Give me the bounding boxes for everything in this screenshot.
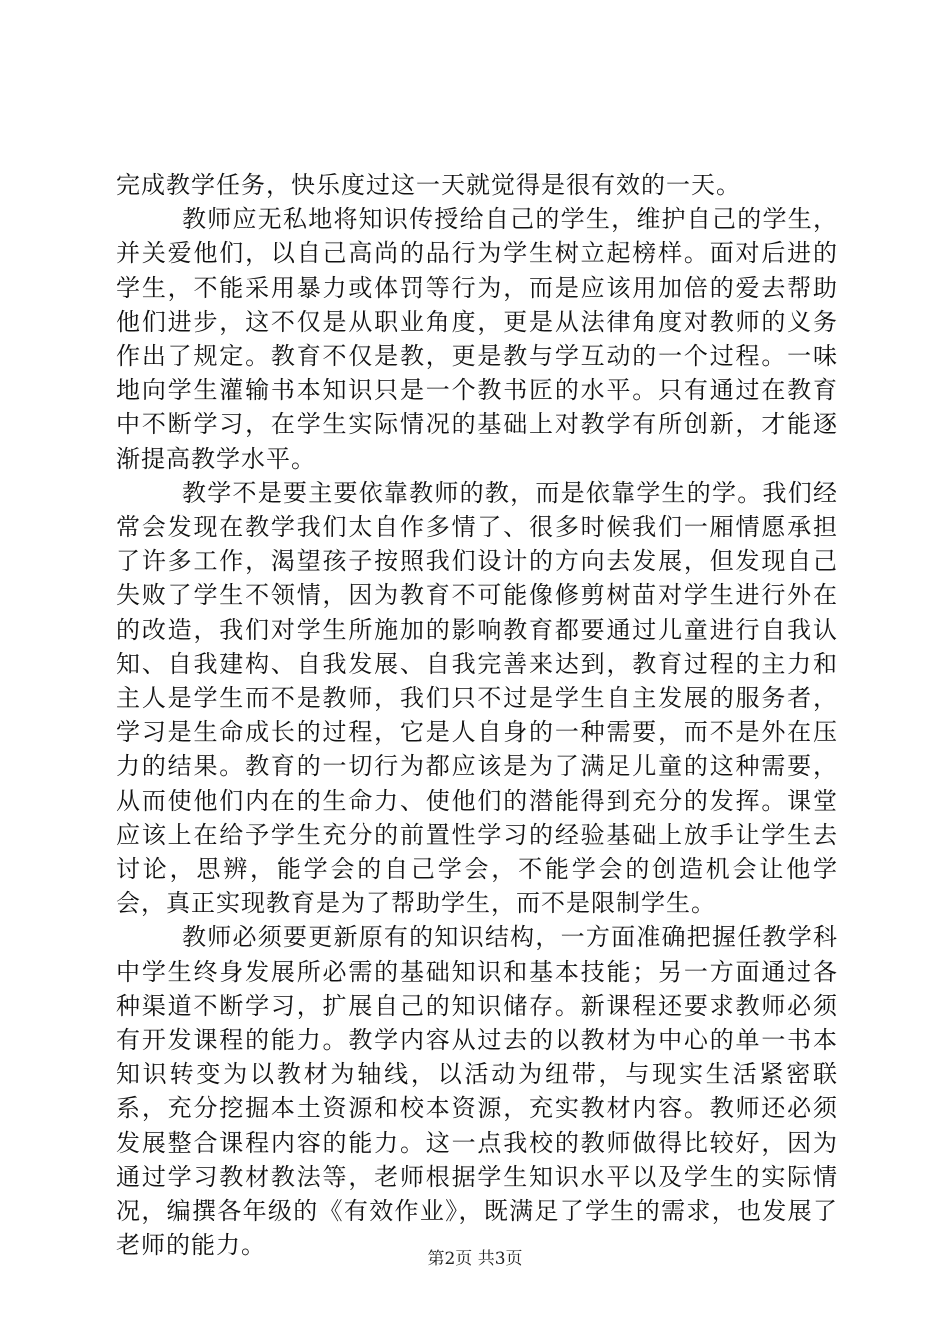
paragraph-continuation: 完成教学任务，快乐度过这一天就觉得是很有效的一天。	[116, 171, 741, 199]
document-body	[116, 168, 838, 1263]
paragraph-teacher-duty: 教师应无私地将知识传授给自己的学生，维护自己的学生，并关爱他们，以自己高尚的品行为学生树立起榜样。面对后进的学生，不能采用暴力或体罚等行为，而是应该用加倍的爱去帮助他们进步，这不仅是从职业角度，更是从法律角度对教师的义务作出了规定。教育不仅是教，更是教与学互动的一个过程。一味地向学生灌输书本知识只是一个教书匠的水平。只有通过在教育中不断学习，在学生实际情况的基础上对教学有所创新，才能逐渐提高教学水平。	[116, 205, 838, 473]
paragraph-student-centered: 教学不是要主要依靠教师的教，而是依靠学生的学。我们经常会发现在教学我们太自作多情了、很多时候我们一厢情愿承担了许多工作，渴望孩子按照我们设计的方向去发展，但发现自己失败了学生不领情，因为教育不可能像修剪树苗对学生进行外在的改造，我们对学生所施加的影响教育都要通过儿童进行自我认知、自我建构、自我发展、自我完善来达到，教育过程的主力和主人是学生而不是教师，我们只不过是学生自主发展的服务者，学习是生命成长的过程，它是人自身的一种需要，而不是外在压力的结果。教育的一切行为都应该是为了满足儿童的这种需要，从而使他们内在的生命力、使他们的潜能得到充分的发挥。课堂应该上在给予学生充分的前置性学习的经验基础上放手让学生去讨论，思辨，能学会的自己学会，不能学会的创造机会让他学会，真正实现教育是为了帮助学生，而不是限制学生。	[116, 478, 838, 918]
paragraph-knowledge-update: 教师必须要更新原有的知识结构，一方面准确把握任教学科中学生终身发展所必需的基础知识和基本技能；另一方面通过各种渠道不断学习，扩展自己的知识储存。新课程还要求教师必须有开发课程的能力。教学内容从过去的以教材为中心的单一书本知识转变为以教材为轴线，以活动为纽带，与现实生活紧密联系，充分挖掘本土资源和校本资源，充实教材内容。教师还必须发展整合课程内容的能力。这一点我校的教师做得比较好，因为通过学习教材教法等，老师根据学生知识水平以及学生的实际情况，编撰各年级的《有效作业》，既满足了学生的需求，也发展了老师的能力。	[116, 923, 838, 1260]
page-number-footer: 第2页 共3页	[427, 1249, 523, 1269]
